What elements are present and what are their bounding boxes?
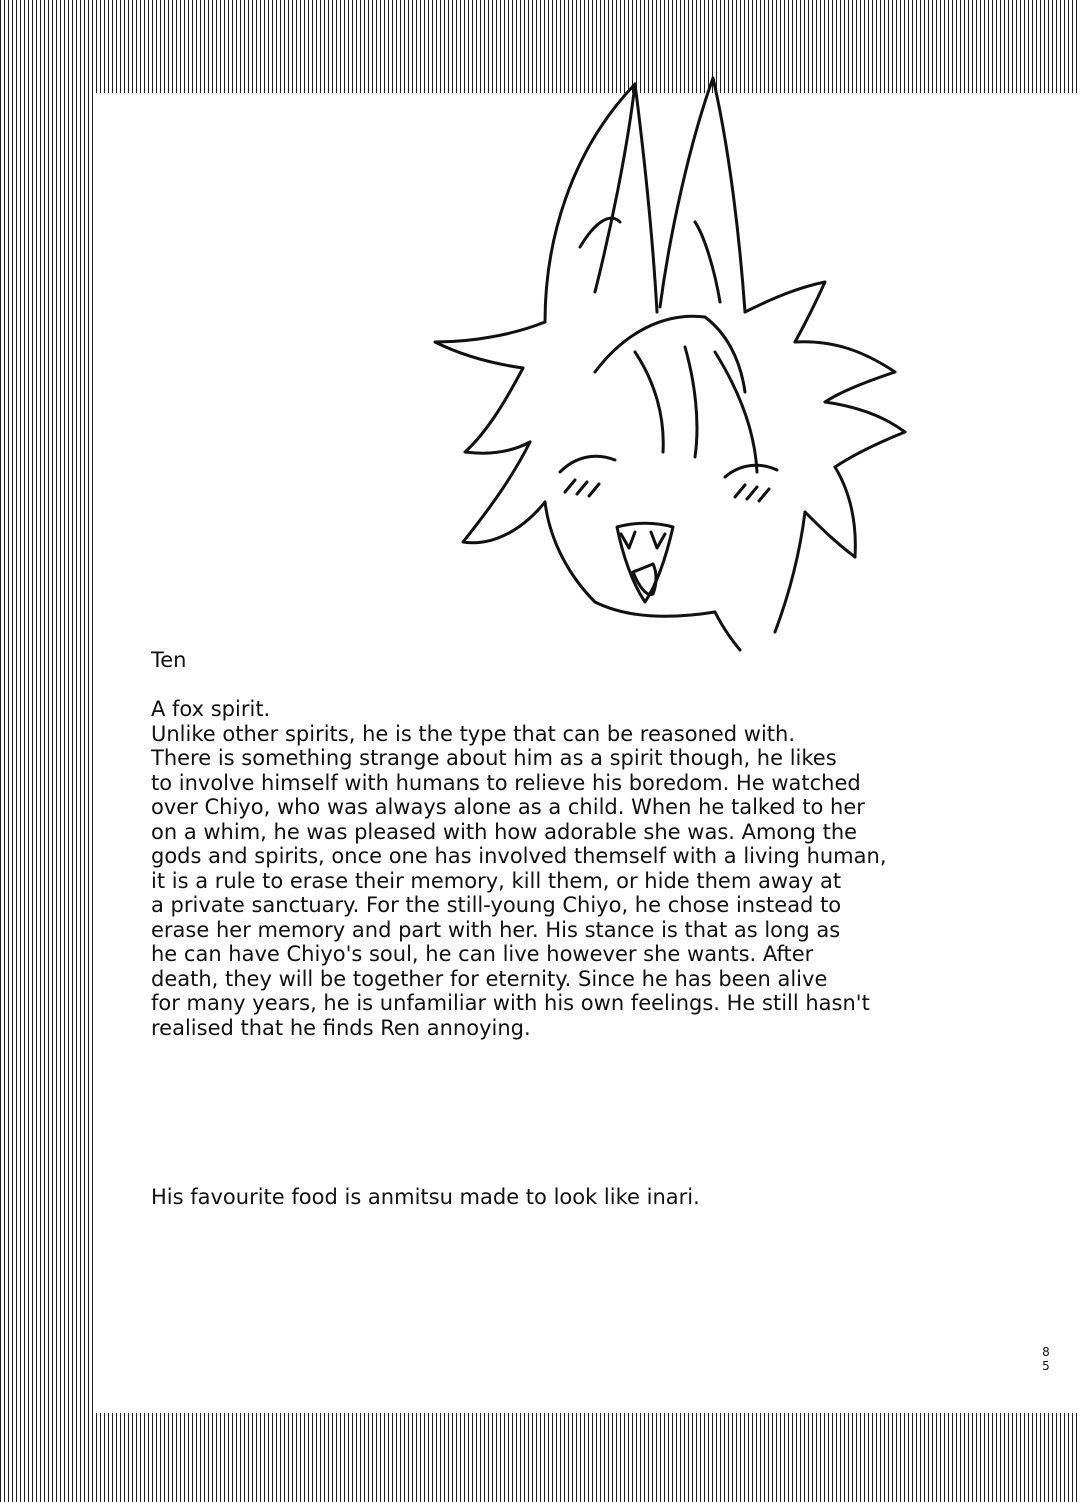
bio-line: to involve himself with humans to relieve his boredom. He watched	[151, 770, 861, 795]
bio-line: a private sanctuary. For the still-young Chiyo, he chose instead to	[151, 893, 842, 917]
bio-line: There is something strange about him as a spirit though, he likes	[151, 746, 837, 770]
bio-line: it is a rule to erase their memory, kill them, or hide them away at	[151, 868, 842, 893]
bio-line: he can have Chiyo's soul, he can live however she wants. After	[151, 942, 814, 966]
bio-line: on a whim, he was pleased with how adorable she was. Among the	[151, 819, 858, 844]
bio-line: death, they will be together for eternity. Since he has been alive	[151, 966, 828, 991]
bio-line: for many years, he is unfamiliar with his own feelings. He still hasn't	[151, 991, 870, 1015]
bio-line: erase her memory and part with her. His stance is that as long as	[151, 917, 841, 942]
page-number: 85	[1042, 1345, 1050, 1373]
bio-line: A fox spirit.	[151, 697, 271, 721]
favourite-food: His favourite food is anmitsu made to look like inari.	[151, 1185, 700, 1209]
bio-line: Unlike other spirits, he is the type that can be reasoned with.	[151, 721, 796, 746]
bio-line: gods and spirits, once one has involved themself with a living human,	[151, 844, 887, 868]
fox-spirit-illustration	[395, 72, 920, 654]
bio-line: realised that he finds Ren annoying.	[151, 1015, 531, 1040]
character-bio	[151, 697, 887, 1040]
character-name: Ten	[151, 648, 187, 672]
bio-line: over Chiyo, who was always alone as a child. When he talked to her	[151, 795, 865, 819]
